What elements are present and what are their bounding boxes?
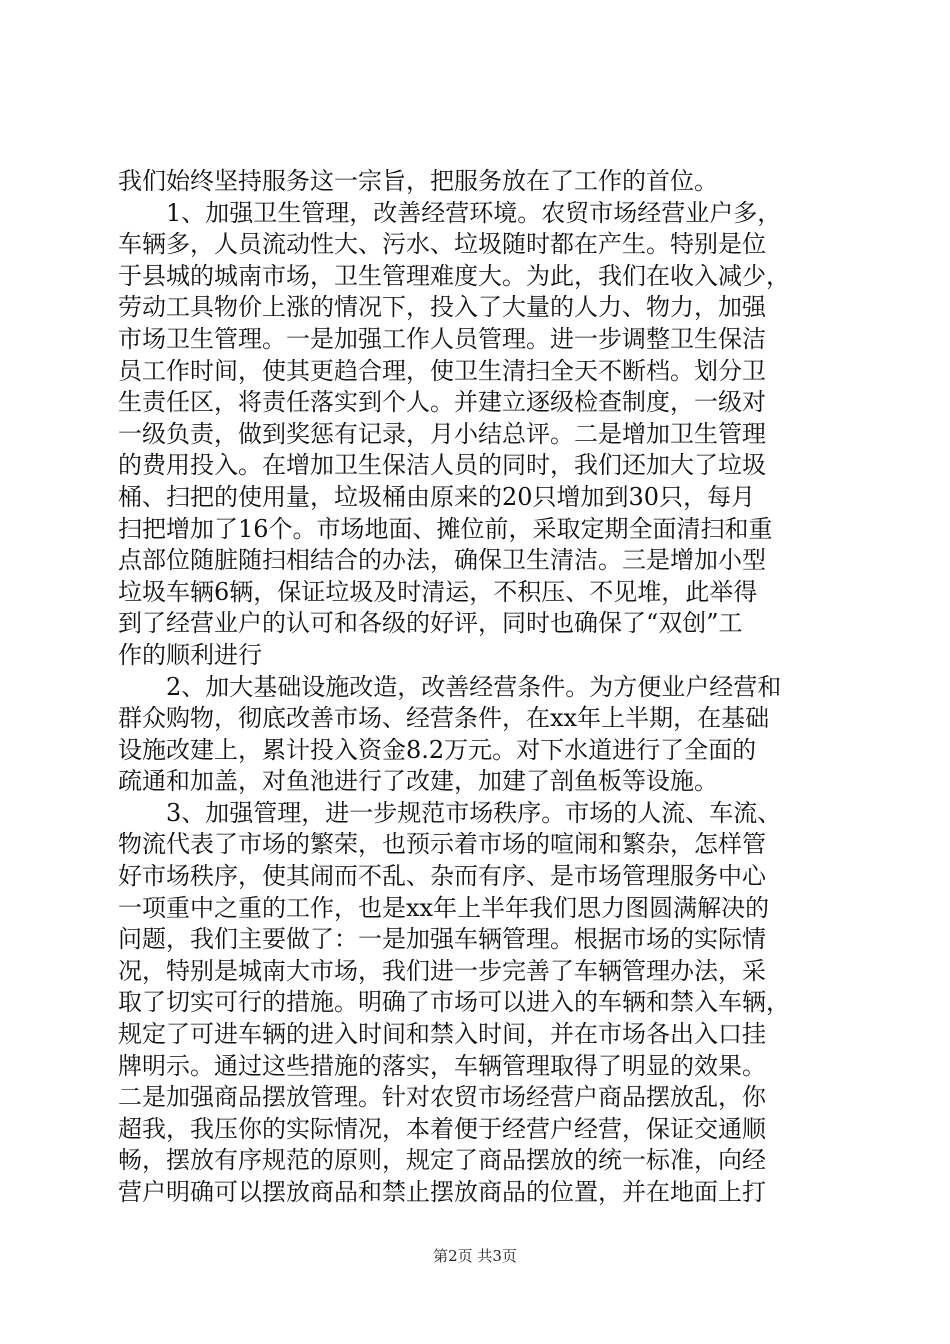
text-line: 市场卫生管理。一是加强工作人员管理。进一步调整卫生保洁: [118, 324, 766, 353]
text-line: 设施改建上，累计投入资金8.2万元。对下水道进行了全面的: [118, 735, 757, 764]
text-line: 的费用投入。在增加卫生保洁人员的同时，我们还加大了垃圾: [118, 451, 766, 480]
text-line: 劳动工具物价上涨的情况下，投入了大量的人力、物力，加强: [118, 293, 766, 322]
text-line: 二是加强商品摆放管理。针对农贸市场经营户商品摆放乱，你: [118, 1083, 766, 1112]
page-footer: 第2页 共3页: [433, 1247, 517, 1265]
text-line: 畅，摆放有序规范的原则，规定了商品摆放的统一标准，向经: [118, 1146, 766, 1175]
text-line: 桶、扫把的使用量，垃圾桶由原来的20只增加到30只，每月: [118, 482, 756, 511]
text-line: 3、加强管理，进一步规范市场秩序。市场的人流、车流、: [118, 798, 782, 827]
text-line: 车辆多，人员流动性大、污水、垃圾随时都在产生。特别是位: [118, 230, 766, 259]
text-line: 员工作时间，使其更趋合理，使卫生清扫全天不断档。划分卫: [118, 356, 766, 385]
text-line: 1、加强卫生管理，改善经营环境。农贸市场经营业户多，: [118, 198, 782, 227]
text-line: 问题，我们主要做了：一是加强车辆管理。根据市场的实际情: [118, 925, 766, 954]
text-line: 取了切实可行的措施。明确了市场可以进入的车辆和禁入车辆，: [118, 988, 790, 1017]
text-line: 群众购物，彻底改善市场、经营条件，在xx年上半期，在基础: [118, 704, 770, 733]
text-line: 一级负责，做到奖惩有记录，月小结总评。二是增加卫生管理: [118, 419, 766, 448]
text-line: 2、加大基础设施改造，改善经营条件。为方便业户经营和: [118, 672, 782, 701]
text-line: 作的顺利进行: [118, 640, 262, 669]
text-line: 好市场秩序，使其闹而不乱、杂而有序、是市场管理服务中心: [118, 862, 766, 891]
text-line: 牌明示。通过这些措施的落实，车辆管理取得了明显的效果。: [118, 1051, 766, 1080]
text-line: 营户明确可以摆放商品和禁止摆放商品的位置，并在地面上打: [118, 1178, 766, 1206]
text-line: 物流代表了市场的繁荣，也预示着市场的喧闹和繁杂，怎样管: [118, 830, 766, 859]
text-line: 点部位随脏随扫相结合的办法，确保卫生清洁。三是增加小型: [118, 546, 766, 575]
text-line: 疏通和加盖，对鱼池进行了改建，加建了剖鱼板等设施。: [118, 767, 718, 796]
text-line: 况，特别是城南大市场，我们进一步完善了车辆管理办法，采: [118, 956, 766, 985]
body-text: [118, 166, 838, 1209]
text-line: 到了经营业户的认可和各级的好评，同时也确保了“双创”工: [118, 609, 743, 638]
text-line: 一项重中之重的工作，也是xx年上半年我们思力图圆满解决的: [118, 893, 770, 922]
text-line: 超我，我压你的实际情况，本着便于经营户经营，保证交通顺: [118, 1114, 766, 1143]
text-line: 垃圾车辆6辆，保证垃圾及时清运，不积压、不见堆，此举得: [118, 577, 758, 606]
text-line: 生责任区，将责任落实到个人。并建立逐级检查制度，一级对: [118, 388, 766, 417]
text-line: 我们始终坚持服务这一宗旨，把服务放在了工作的首位。: [118, 167, 718, 195]
text-line: 于县城的城南市场，卫生管理难度大。为此，我们在收入减少，: [118, 261, 790, 290]
text-line: 规定了可进车辆的进入时间和禁入时间，并在市场各出入口挂: [118, 1020, 766, 1049]
text-line: 扫把增加了16个。市场地面、摊位前，采取定期全面清扫和重: [118, 514, 773, 543]
